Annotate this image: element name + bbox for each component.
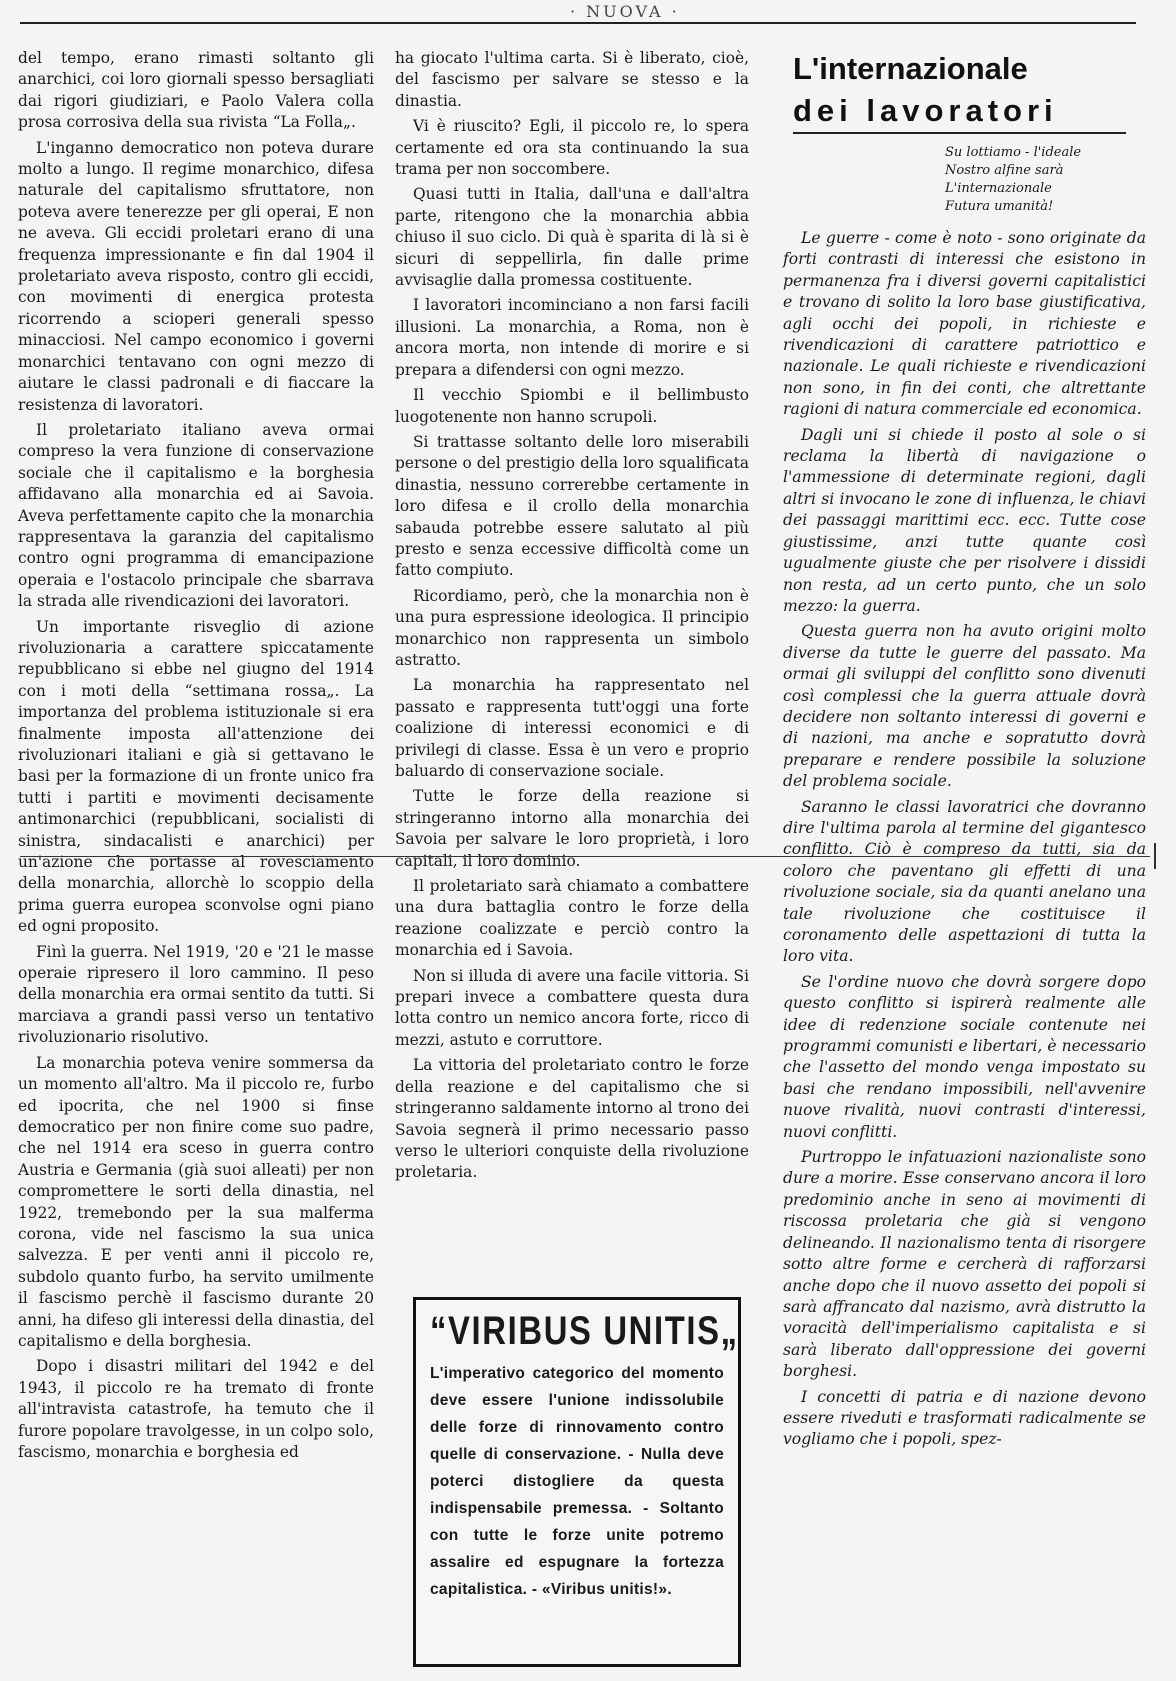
article-body <box>783 228 1146 1451</box>
headline-rule <box>793 132 1126 134</box>
paragraph: Il proletariato sarà chiamato a combattere una dura battaglia contro le forze della reazione coalizzate e perciò contro la monarchia ed i Savoia. <box>395 877 749 960</box>
masthead-rule <box>20 22 1136 24</box>
paragraph: Non si illuda di avere una facile vittoria. Si prepari invece a combattere questa dura lotta contro un nemico ancora forte, ricco di mezzi, astuto e corruttore. <box>395 966 749 1049</box>
paragraph: Dopo i disastri militari del 1942 e del 1943, il piccolo re ha tremato di fronte all'intravista catastrofe, ha temuto che il furore popolare travolgesse, in un colpo solo, fascismo, monarchia e borghesia ed <box>18 1357 374 1461</box>
paragraph: del tempo, erano rimasti soltanto gli anarchici, coi loro giornali spesso bersagliati dai rigori giudiziari, e Paolo Valera colla prosa corrosiva della sua rivista “La Folla„. <box>18 49 374 132</box>
paragraph: Ricordiamo, però, che la monarchia non è una pura espressione ideologica. Il principio monarchico non rappresenta un simbolo astratto. <box>395 586 749 669</box>
paragraph: La vittoria del proletariato contro le forze della reazione e del capitalismo che si stringeranno saldamente intorno al trono dei Savoia segnerà il primo necessario passo verso le ulteriori conquiste della rivoluzione proletaria. <box>395 1056 749 1182</box>
article-monarchia-column-two <box>395 48 749 1188</box>
box-text: L'imperativo categorico del momento deve essere l'unione indissolubile delle forze di rinnovamento contro quelle di conservazione. - Nulla deve poterci distogliere da questa indispensabile premessa. - Soltanto con tutte le forze unite potremo assalire ed espugnare la fortezza capitalistica. - «Viribus unitis!». <box>430 1365 724 1598</box>
paragraph: I lavoratori incominciano a non farsi facili illusioni. La monarchia, a Roma, non è ancora morta, non intende di morire e si prepara a difendersi con ogni mezzo. <box>395 296 749 379</box>
page-fold-rule <box>20 856 1150 857</box>
paragraph: Saranno le classi lavoratrici che dovranno dire l'ultima parola al termine del gigantesco conflitto. Ciò è compreso da tutti, sia da coloro che paventano gli effetti di una rivoluzione sociale, sia da quanti anelano una tale rivoluzione che costituisce il coronamento delle aspettazioni di tutta la loro vita. <box>783 797 1146 966</box>
headline-line-1: L'internazionale <box>793 51 1028 86</box>
paragraph: La monarchia ha rappresentato nel passato e rappresenta tutt'oggi una forte coalizione di interessi economici e di privilegi di classe. Essa è un vero e proprio baluardo di conservazione sociale. <box>395 676 749 780</box>
paragraph: Quasi tutti in Italia, dall'una e dall'altra parte, ritengono che la monarchia abbia chiuso il suo ciclo. Di quà è sparita di là si è sicuri di seppellirla, fin dalle prime avvisaglie dalla promessa costituente. <box>395 185 749 290</box>
article-monarchia-continued <box>18 48 374 1467</box>
viribus-unitis-box <box>413 1297 741 1667</box>
headline-line-2: dei lavoratori <box>793 93 1058 128</box>
paragraph: Il proletariato italiano aveva ormai compreso la vera funzione di conservazione sociale che il capitalismo e la borghesia affidavano alla monarchia ed ai Savoia. Aveva perfettamente capito che la monarchia rappresentava la garanzia del capitalismo contro ogni programma di emancipazione operaia e l'ostacolo principale che sbarrava la strada alle rivendicazioni dei lavoratori. <box>18 420 374 611</box>
box-title: “VIRIBUS UNITIS„ <box>430 1309 739 1353</box>
paragraph: Un importante risveglio di azione rivoluzionaria a carattere spiccatamente repubblicano si ebbe nel giugno del 1914 con i moti della “settimana rossa„. La importanza del problema istituzionale si era finalmente imposta all'attenzione dei rivoluzionari italiani e già si gettavano le basi per la formazione di un fronte unico fra tutti i partiti e movimenti decisamente antimonarchici (repubblicani, socialisti di sinistra, sindacalisti e anarchici) per un'azione che portasse al rovesciamento della monarchia, allorchè lo scoppio della prima guerra europea sconvolse ogni piano ed ogni proposito. <box>18 617 374 936</box>
fold-tick <box>1154 843 1156 869</box>
paragraph: La monarchia poteva venire sommersa da un momento all'altro. Ma il piccolo re, furbo ed ipocrita, che nel 1900 si finse democratico per non finire come suo padre, che nel 1914 era sceso in guerra contro Austria e Germania (già suoi alleati) per non compromettere le sorti della dinastia, nel 1922, tremebondo per la sua malferma corona, vide nel fascismo la sua unica salvezza. E per venti anni il piccolo re, subdolo quanto furbo, ha servito umilmente il fascismo perchè il fascismo durante 20 anni, ha difeso gli interessi della dinastia, del capitalismo e della borghesia. <box>18 1053 374 1350</box>
paragraph: Tutte le forze della reazione si stringeranno intorno alla monarchia dei Savoia per salvare le loro proprietà, i loro capitali, il loro dominio. <box>395 787 749 870</box>
epigraph-line: Su lottiamo - l'ideale <box>945 145 1082 160</box>
paragraph: Finì la guerra. Nel 1919, '20 e '21 le masse operaie ripresero il loro cammino. Il peso della monarchia era ormai sentito da tutti. Si marciava a grandi passi verso un tentativo rivoluzionario risolutivo. <box>18 942 374 1047</box>
epigraph <box>945 144 1146 216</box>
article-internazionale <box>783 42 1146 1455</box>
article-headline <box>793 48 1146 132</box>
paragraph: Questa guerra non ha avuto origini molto diverse da tutte le guerre del passato. Ma ormai gli sviluppi del conflitto sono divenuti così complessi che la guerra attuale dovrà decidere non soltanto interessi di governi e di nazioni, ma anche e sopratutto dovrà preparare e rendere possibile la soluzione del problema sociale. <box>783 622 1146 791</box>
paragraph: Dagli uni si chiede il posto al sole o si reclama la libertà di navigazione o l'ammessione di determinate regioni, dagli altri si invocano le zone di influenza, le chiavi dei passaggi marittimi ecc. ecc. Tutte cose giustissime, anzi tutte quante così ugualmente giuste che per risolvere i dissidi non resta, ad un certo punto, che un solo mezzo: la guerra. <box>783 425 1146 615</box>
epigraph-line: Futura umanità! <box>945 199 1054 214</box>
paragraph: I concetti di patria e di nazione devono essere riveduti e trasformati radicalmente se vogliamo che i popoli, spez- <box>783 1387 1146 1449</box>
paragraph: ha giocato l'ultima carta. Si è liberato, cioè, del fascismo per salvare se stesso e la dinastia. <box>395 49 749 110</box>
epigraph-line: Nostro alfine sarà <box>945 163 1064 178</box>
masthead <box>0 0 1176 28</box>
paragraph: Se l'ordine nuovo che dovrà sorgere dopo questo conflitto si ispirerà realmente alle idee di redenzione sociale contenute nei programmi comunisti e libertari, è necessario che l'assetto del mondo venga impostato su basi che rendano impossibili, nell'avvenire nuove rivalità, nuovi contrasti d'interessi, nuovi conflitti. <box>783 972 1146 1141</box>
paragraph: Si trattasse soltanto delle loro miserabili persone o del prestigio della loro squalificata dinastia, nessuno correrebbe certamente in loro difesa e il crollo della monarchia sabauda potrebbe essere salutato al più presto e senza eccessive difficoltà come un fatto compiuto. <box>395 432 749 580</box>
newspaper-title: · NUOVA · <box>570 2 680 21</box>
paragraph: Il vecchio Spiombi e il bellimbusto luogotenente non hanno scrupoli. <box>395 386 749 426</box>
paragraph: Vi è riuscito? Egli, il piccolo re, lo spera certamente ed ora sta continuando la sua trama per non soccombere. <box>395 117 749 179</box>
paragraph: Le guerre - come è noto - sono originate da forti contrasti di interessi che esistono in permanenza fra i diversi governi capitalistici e trovano di solito la loro base giustificativa, agli occhi dei popoli, in richieste e rivendicazioni di carattere patriottico e nazionale. Le quali richieste e rivendicazioni non sono, in fin dei conti, che altrettante ragioni di natura commerciale ed economica. <box>783 229 1146 419</box>
paragraph: Purtroppo le infatuazioni nazionaliste sono dure a morire. Esse conservano ancora il loro predominio anche in seno ai movimenti di riscossa proletaria che già si vengono delineando. Il nazionalismo tenta di risorgere sotto altre forme e cercherà di rafforzarsi anche dopo che il nuovo assetto dei popoli si sarà affrancato dal nazismo, avrà distrutto la voracità dell'imperialismo capitalista e si sarà liberato dall'oppressione dei governi borghesi. <box>783 1148 1146 1381</box>
paragraph: L'inganno democratico non poteva durare molto a lungo. Il regime monarchico, difesa naturale del capitalismo sfruttatore, non poteva avere tenerezze per gli operai, E non ne aveva. Gli eccidi proletari erano di una frequenza impressionante e fin dal 1904 il proletariato aveva risposto, contro gli eccidi, con movimenti di energica protesta ricorrendo a scioperi generali spesso minacciosi. Nel campo economico i governi monarchici tentavano con ogni mezzo di aiutare le classi padronali e di fiaccare la resistenza di lavoratori. <box>18 138 374 414</box>
epigraph-line: L'internazionale <box>945 181 1052 196</box>
